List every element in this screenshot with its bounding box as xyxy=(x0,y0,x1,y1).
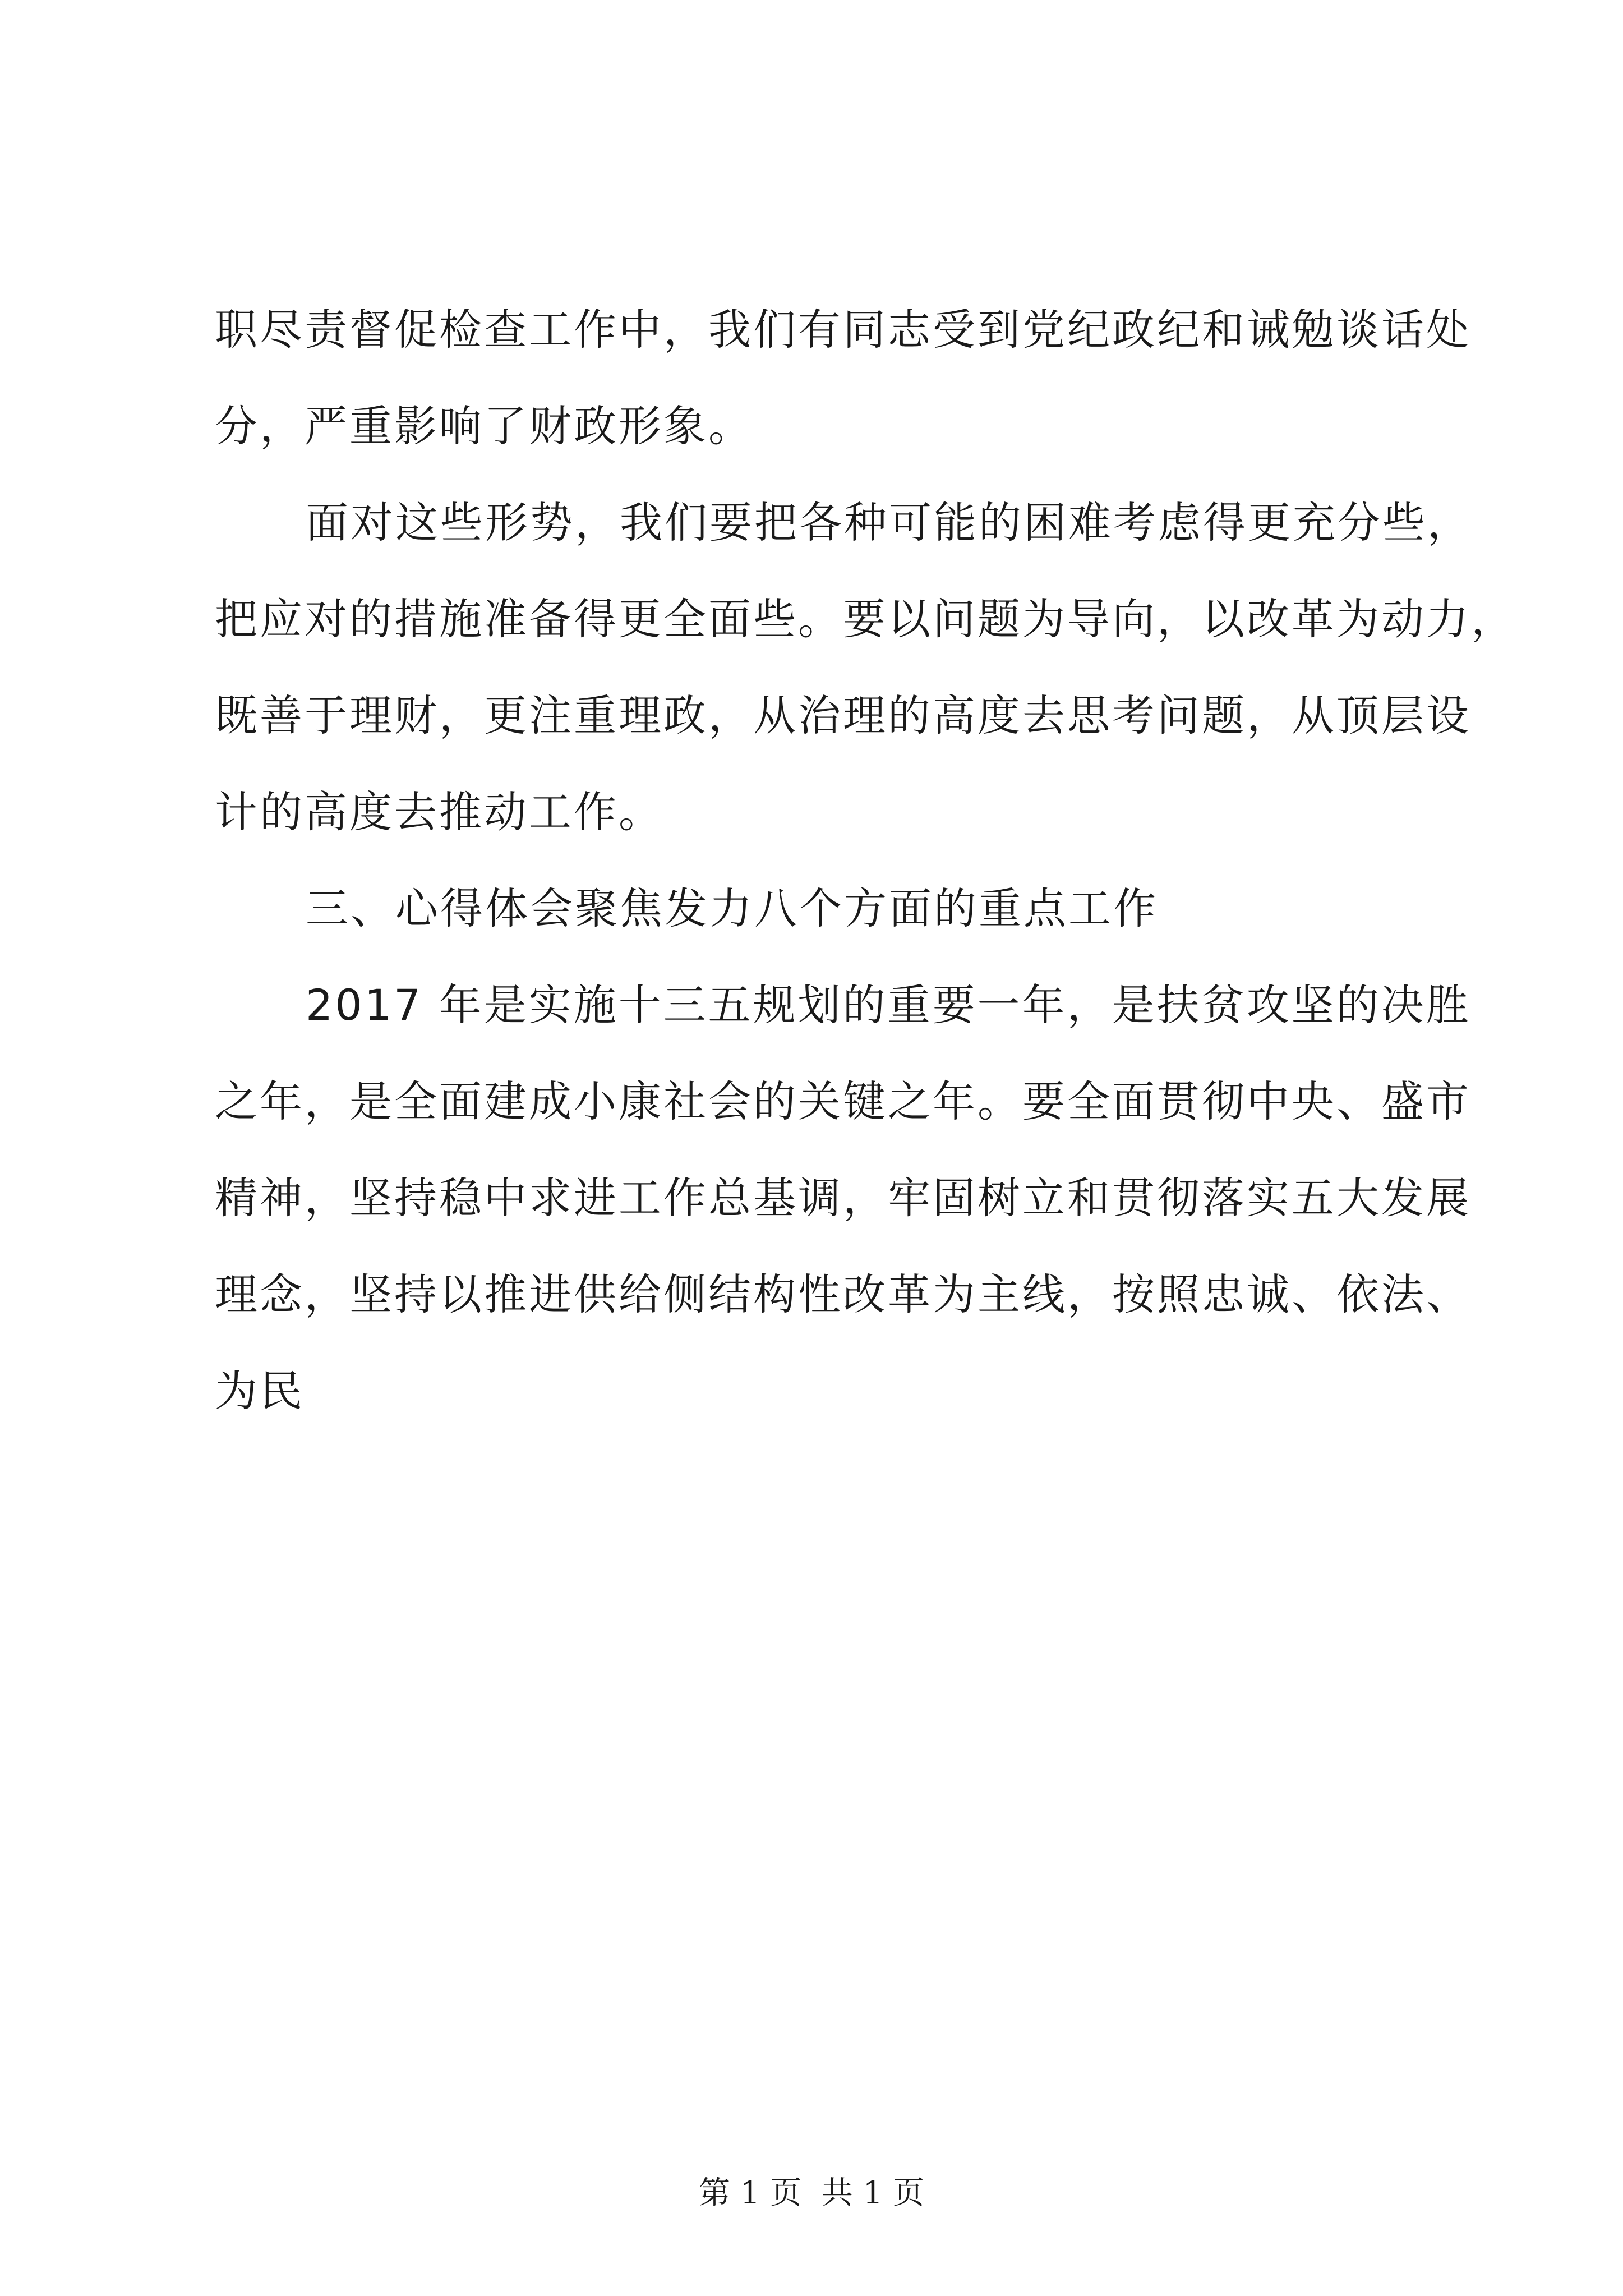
paragraph-first-line: 面对这些形势，我们要把各种可能的困难考虑得更充分些， xyxy=(306,498,1472,547)
text-line: 理念，坚持以推进供给侧结构性改革为主线，按照忠诚、依法、 xyxy=(215,1269,1471,1319)
text-line: 为民 xyxy=(215,1366,305,1416)
text-line: 精神，坚持稳中求进工作总基调，牢固树立和贯彻落实五大发展 xyxy=(215,1173,1471,1223)
section-heading: 三、心得体会聚焦发力八个方面的重点工作 xyxy=(306,884,1158,933)
text-line: 职尽责督促检查工作中，我们有同志受到党纪政纪和诫勉谈话处 xyxy=(215,305,1471,355)
paragraph-first-line: 2017 年是实施十三五规划的重要一年，是扶贫攻坚的决胜 xyxy=(306,980,1471,1030)
page-footer: 第 1 页 共 1 页 xyxy=(698,2175,925,2211)
text-line: 既善于理财，更注重理政，从治理的高度去思考问题，从顶层设 xyxy=(215,691,1471,740)
text-line: 之年，是全面建成小康社会的关键之年。要全面贯彻中央、盛市 xyxy=(215,1076,1471,1126)
text-line: 把应对的措施准备得更全面些。要以问题为导向，以改革为动力， xyxy=(215,594,1516,644)
text-line: 计的高度去推动工作。 xyxy=(215,787,663,837)
text-line: 分，严重影响了财政形象。 xyxy=(215,401,753,451)
